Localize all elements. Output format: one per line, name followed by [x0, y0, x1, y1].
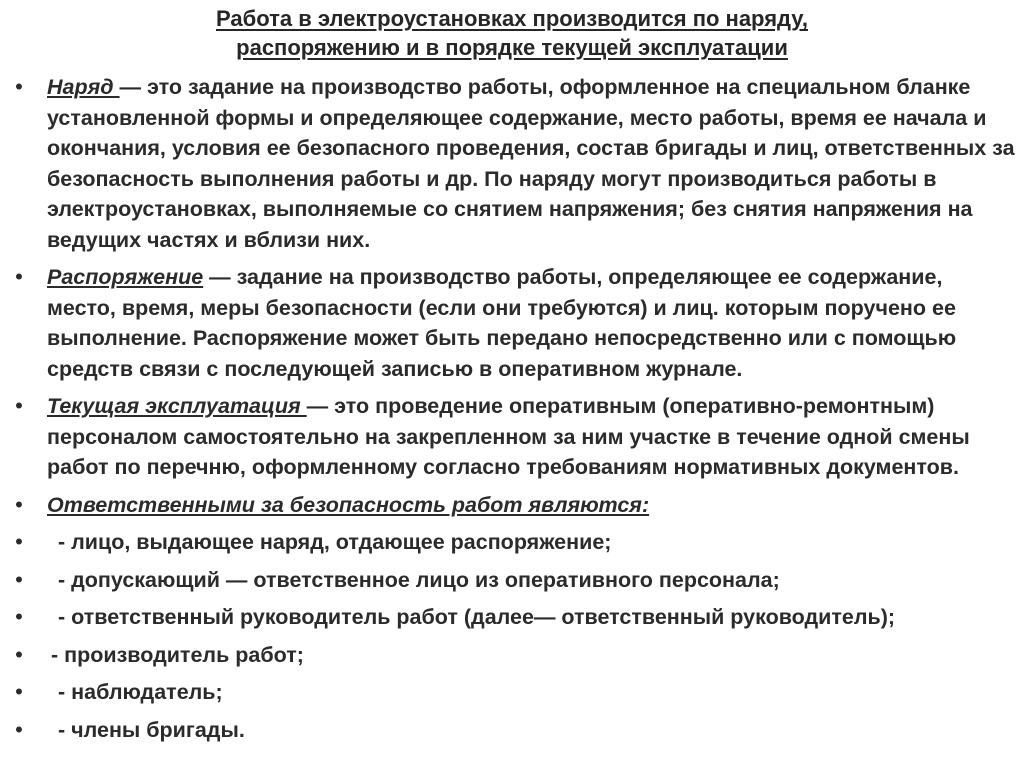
bullet-icon: • [15, 604, 23, 629]
list-item-otvetstvennye [10, 490, 1015, 521]
bullet-icon: • [15, 566, 23, 592]
list-item-naryad [10, 72, 1015, 255]
list-item-responsible-5 [10, 677, 1015, 708]
list-item-responsible-4 [10, 640, 1015, 671]
term-tekushchaya-ekspluatatsiya: Текущая эксплуатация [47, 394, 307, 418]
responsible-team-members: - члены бригады. [58, 717, 245, 742]
responsible-foreman: - производитель работ; [51, 642, 304, 667]
list-item-rasporyazhenie [10, 262, 1015, 384]
list-item-tekushchaya-ekspluatatsiya [10, 391, 1015, 483]
responsible-manager: - ответственный руководитель работ (далее— ответственный руководитель); [58, 605, 896, 629]
list-item-responsible-3 [10, 602, 1015, 633]
definition-naryad: — это задание на производство работы, оформленное на специальном бланке установленной формы и определяющее содержание, место работы, время ее начала и окончания, условия ее безопасного проведения, состав бригады и лиц, ответственных за безопасность выполнения работы и др. По наряду могут производиться работы в электроустановках, выполняемые со снятием напряжения; без снятия напряжения на ведущих частях и вблизи них. [47, 75, 1015, 252]
bullet-icon: • [15, 679, 23, 704]
bullet-icon: • [15, 491, 23, 517]
bullet-icon: • [15, 393, 23, 418]
bullet-icon: • [15, 641, 23, 667]
title-line-2: распоряжению и в порядке текущей эксплуатации [236, 35, 788, 60]
title-line-1: Работа в электроустановках производится по наряду, [216, 6, 808, 31]
slide-title [0, 4, 1024, 62]
list-item-responsible-6 [10, 715, 1015, 746]
responsible-issuer: - лицо, выдающее наряд, отдающее распоряжение; [58, 530, 612, 554]
bullet-icon: • [15, 74, 23, 99]
responsible-observer: - наблюдатель; [58, 680, 223, 704]
bullet-list [10, 72, 1015, 752]
term-rasporyazhenie: Распоряжение [47, 265, 204, 289]
bullet-icon: • [15, 264, 23, 289]
term-otvetstvennye: Ответственными за безопасность работ являются: [47, 492, 650, 517]
list-item-responsible-2 [10, 565, 1015, 596]
responsible-admitter: - допускающий — ответственное лицо из оперативного персонала; [58, 567, 780, 592]
bullet-icon: • [15, 716, 23, 742]
definition-rasporyazhenie: — задание на производство работы, определяющее ее содержание, место, время, меры безопасности (если они требуются) и лиц. которым поручено ее выполнение. Распоряжение может быть передано непосредственно или с помощью средств связи с последующей записью в оперативном журнале. [47, 265, 957, 381]
bullet-icon: • [15, 529, 23, 554]
term-naryad: Наряд [47, 75, 120, 99]
definition-tekushchaya-ekspluatatsiya: — это проведение оперативным (оперативно-ремонтным) персоналом самостоятельно на закрепленном за ним участке в течение одной смены работ по перечню, оформленному согласно требованиям нормативных документов. [47, 394, 970, 479]
list-item-responsible-1 [10, 527, 1015, 558]
